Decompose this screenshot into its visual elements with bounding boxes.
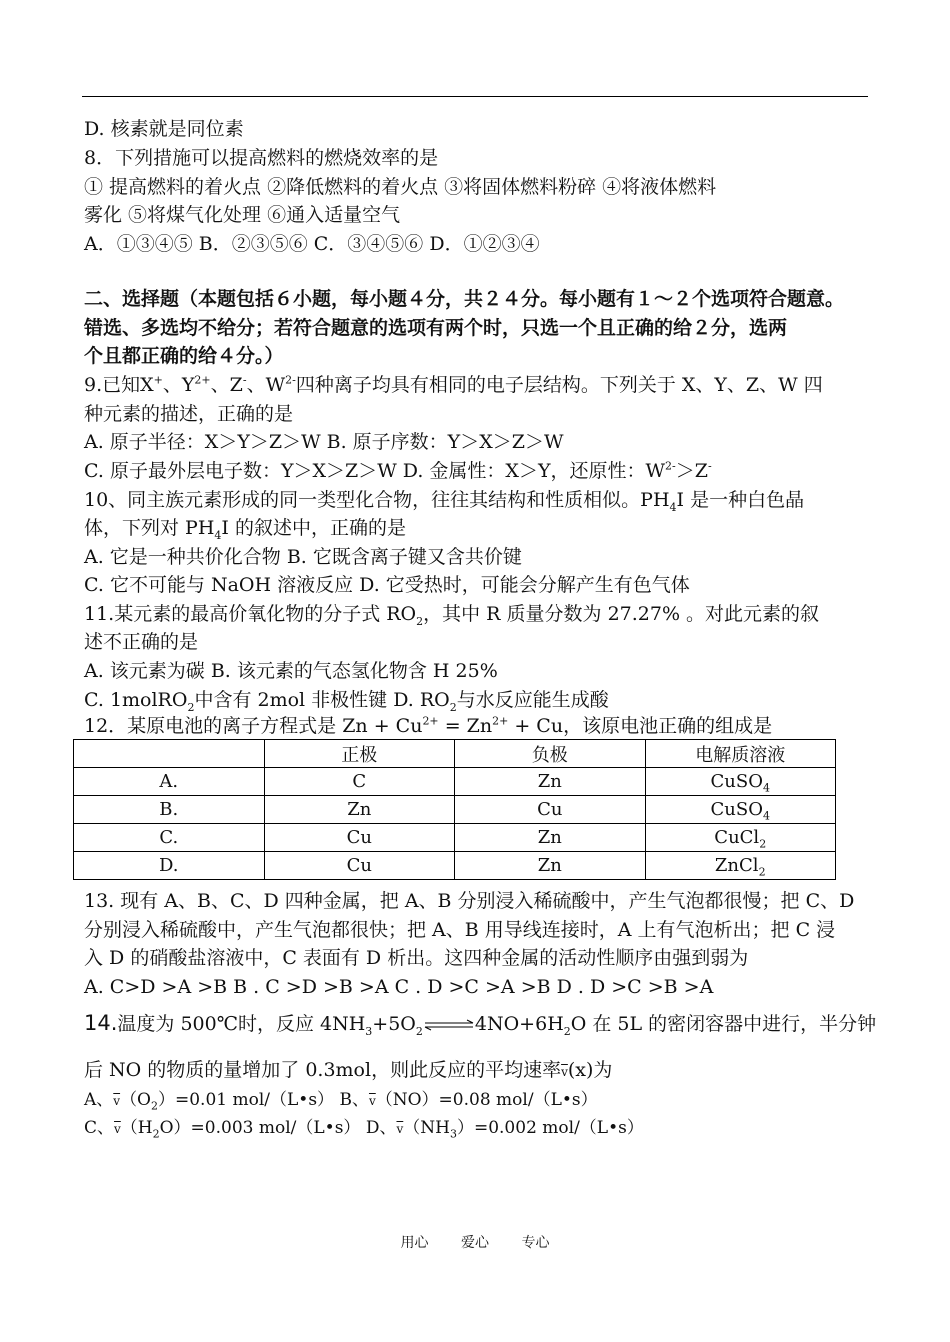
question-9: 9.已知X+、$Y^{2+}$、Z-、$W^{2-}$四种离子均具有相同的电子层结构。下列关于 X、Y、Z、W 四	[84, 373, 823, 396]
footer-text: 用心	[400, 1235, 429, 1251]
table-cell: Zn	[455, 768, 646, 796]
table-cell: Cu	[264, 824, 455, 852]
table-cell: Zn	[455, 852, 646, 880]
question-11-options-1: A. 该元素为碳 B. 该元素的气态氢化物含 H 25%	[84, 660, 498, 682]
table-cell: CuSO$_4$	[645, 796, 836, 824]
question-13-cont-2: 入 D 的硝酸盐溶液中，C 表面有 D 析出。这四种金属的活动性顺序由强到弱为	[84, 947, 749, 969]
question-8-answers: A．①③④⑤ B．②③⑤⑥ C．③④⑤⑥ D．①②③④	[84, 233, 540, 255]
table-cell: A.	[74, 768, 265, 796]
table-cell: Zn	[455, 824, 646, 852]
table-header-cell: 电解质溶液	[645, 740, 836, 768]
question-9-options-2: C. 原子最外层电子数：Y＞X＞Z＞W D. 金属性：X＞Y，还原性：$W^{2-}>Z^-$	[84, 459, 712, 482]
question-12: 12．某原电池的离子方程式是 $Zn + Cu^{2+} = Zn^{2+} + Cu$，该原电池正确的组成是	[84, 714, 773, 737]
question-10-options-1: A. 它是一种共价化合物 B. 它既含离子键又含共价键	[84, 546, 522, 568]
table-header-cell: 负极	[455, 740, 646, 768]
question-14-cont: 后 NO 的物质的量增加了 0.3mol，则此反应的平均速率v(x)为	[84, 1059, 613, 1081]
question-10-cont: 体，下列对 $PH_4I$ 的叙述中，正确的是	[84, 517, 406, 542]
table-row	[74, 852, 836, 880]
table-cell: Cu	[264, 852, 455, 880]
table-row	[74, 824, 836, 852]
question-11-options-2: C. 1molRO$_2$中含有 2mol 非极性键 D. $RO_2$与水反应能生成酸	[84, 689, 609, 714]
question-8-options-1: ① 提高燃料的着火点 ②降低燃料的着火点 ③将固体燃料粉碎 ④将液体燃料	[84, 176, 717, 198]
table-cell: D.	[74, 852, 265, 880]
section-2-heading: 二、选择题（本题包括６小题，每小题４分，共２４分。每小题有１～２个选项符合题意。	[84, 288, 845, 310]
table-cell: B.	[74, 796, 265, 824]
question-9-cont: 种元素的描述，正确的是	[84, 403, 294, 425]
header-rule	[82, 96, 868, 97]
section-2-heading-3: 个且都正确的给４分。）	[84, 345, 284, 367]
question-13-options: A. C>D >A >B B . C >D >B >A C . D >C >A >B D . D >C >B >A	[84, 976, 714, 998]
question-14-options-1: A、$v(O_2)=0.01$ mol/（L•s） B、v（NO）=0.08 mol/（L•s）	[84, 1090, 598, 1113]
page-footer	[0, 1232, 950, 1252]
table-header-cell: 正极	[264, 740, 455, 768]
question-13-cont-1: 分别浸入稀硫酸中，产生气泡都很快；把 A、B 用导线连接时，A 上有气泡析出；把 C 浸	[84, 919, 836, 941]
table-cell: Cu	[455, 796, 646, 824]
question-8-options-2: 雾化 ⑤将煤气化处理 ⑥通入适量空气	[84, 204, 401, 226]
table-header-row	[74, 740, 836, 768]
footer-text: 专心	[521, 1235, 550, 1251]
question-13: 13. 现有 A、B、C、D 四种金属，把 A、B 分别浸入稀硫酸中，产生气泡都很慢；把 C、D	[84, 890, 855, 912]
table-cell: ZnCl$_2$	[645, 852, 836, 880]
footer-text: 爱心	[461, 1235, 489, 1251]
question-11: 11.某元素的最高价氧化物的分子式 $RO_2$，其中 R 质量分数为 27.27% 。对此元素的叙	[84, 603, 820, 628]
table-row	[74, 796, 836, 824]
question-8: 8．下列措施可以提高燃料的燃烧效率的是	[84, 147, 439, 169]
section-2-heading-2: 错选、多选均不给分；若符合题意的选项有两个时，只选一个且正确的给２分，选两	[84, 317, 788, 339]
table-cell: C	[264, 768, 455, 796]
table-header-cell	[74, 740, 265, 768]
question-14-options-2: C、$v(H_2O)=0.003$ mol/（L•s） D、$v(NH_3)=0.002$ mol/（L•s）	[84, 1118, 644, 1141]
question-11-cont: 述不正确的是	[84, 631, 199, 653]
table-cell: Zn	[264, 796, 455, 824]
reversible-arrow-icon	[423, 1019, 475, 1031]
option-d-line: D. 核素就是同位素	[84, 118, 244, 140]
table-row	[74, 768, 836, 796]
question-10: 10、同主族元素形成的同一类型化合物，往往其结构和性质相似。$PH_4I$ 是一种白色晶	[84, 489, 805, 514]
table-cell: CuSO$_4$	[645, 768, 836, 796]
battery-table	[73, 739, 836, 880]
question-14: 14.温度为 500℃时，反应 $4NH_3+5O_2$ $4NO+6H_2O$ 在 5L 的密闭容器中进行，半分钟	[84, 1011, 877, 1038]
table-cell: CuCl$_2$	[645, 824, 836, 852]
question-10-options-2: C. 它不可能与 NaOH 溶液反应 D. 它受热时，可能会分解产生有色气体	[84, 574, 690, 596]
question-9-options-1: A. 原子半径：X＞Y＞Z＞W B. 原子序数：Y＞X＞Z＞W	[84, 431, 564, 453]
table-cell: C.	[74, 824, 265, 852]
